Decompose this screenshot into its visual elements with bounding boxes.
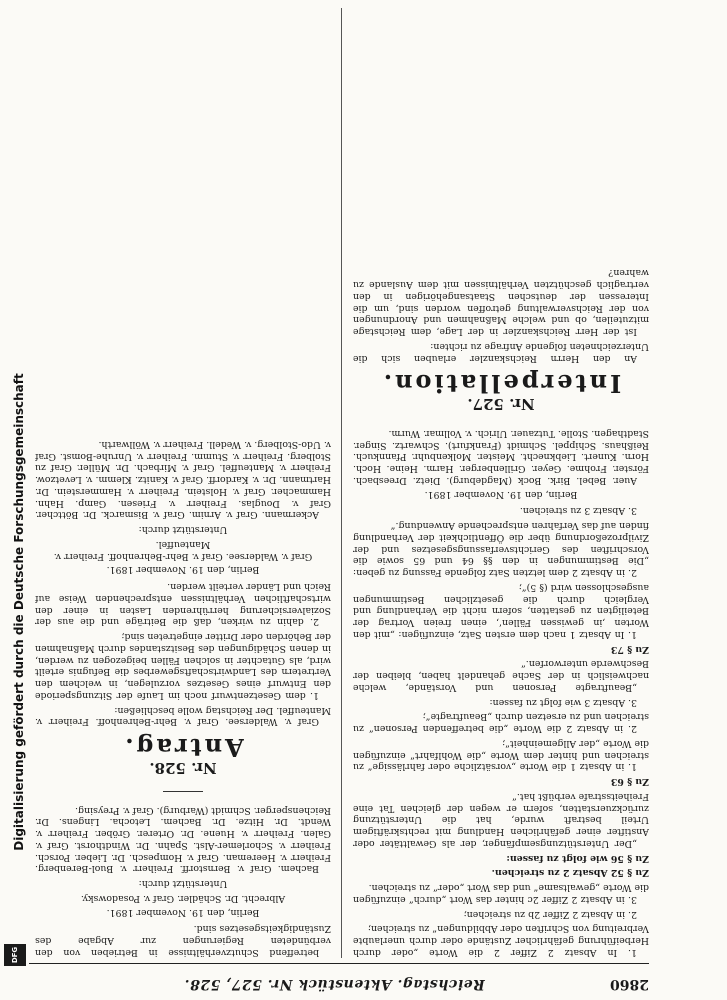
document-number: Nr. 528. — [149, 759, 217, 777]
date-line: Berlin, den 19. November 1891. — [424, 488, 578, 500]
header-rule — [29, 963, 649, 964]
column-divider — [341, 8, 342, 958]
document-number: Nr. 527. — [467, 395, 535, 414]
amendment-paragraph: 2. in Absatz 2 dem letzten Satz folgende Fassung zu geben: „Die Bestimmungen in den §§ 64 und 65 sowie die Vorschriften des Gerichtsverfassungsgesetzes und der Zivilprozeßordnung über die Öffentlichkeit der Verhandlung finden auf das Verfahren entsprechende Anwendung.“ — [353, 520, 649, 579]
digitization-notice-text: Digitalisierung gefördert durch die Deutsche Forschungsgemeinschaft — [12, 373, 26, 851]
date-line: Berlin, den 19. November 1891. — [106, 564, 260, 576]
amendment-paragraph: 1. in Absatz 1 die Worte „vorsätzliche oder fahrlässige“ zu streichen und hinter dem Worte „die Wohlfahrt“ einzufügen die Worte „der Allgemeinheit“; — [353, 738, 649, 773]
support-label: Unterstützt durch: — [138, 524, 228, 536]
antrag-point: 2. dahin zu wirken, daß die Beiträge und die aus der Sozialversicherung herrührenden Lasten in einer den wirtschaftlichen Verhältnissen entsprechenden Weise auf Reich und Länder verteilt werden. — [35, 581, 331, 628]
page-number: 2860 — [610, 976, 649, 992]
signers-line: Graf v. Waldersee. Graf v. Behr-Behrenhoff. Freiherr v. Manteuffel. — [53, 539, 313, 562]
continued-text: betreffend Schutzverhältnisse in Betrieben von den verbündeten Regierungen zur Abgabe des Zuständigkeitsgesetzes sind. — [35, 923, 331, 958]
section-reference: Zu § 73 — [610, 643, 649, 655]
support-names: Ackermann. Graf v. Arnim. Graf v. Bismarck. Dr. Böttcher. Graf v. Douglas. Freiherr v. Friesen. Gamp. Hahn. Hammacher. Graf v. Holstein. Freiherr v. Hammerstein. Dr. Hartmann. Dr. v. Kardorff. Graf v. Kanitz. Klemm. v. Levetzow. Freiherr v. Manteuffel. Graf v. Mirbach. Dr. Müller. Graf zu Stolberg. Freiherr v. Stumm. Freiherr v. Unruhe-Bomst. Graf v. Udo-Stolberg. v. Wedell. Freiherr v. Wöllwarth. — [35, 439, 331, 521]
antrag-point: 1. dem Gesetzentwurf noch im Laufe der Sitzungsperiode den Entwurf eines Gesetzes vorzulegen, in welchem den Vertretern des Landwirtschaftsgewerbes die Befugnis erteilt wird, als Gutachter in solchen Fällen beigezogen zu werden, in denen Schädigungen des Besitzstandes durch Maßnahmen der Behörden oder Dritter eingetreten sind; — [35, 631, 331, 701]
left-column — [353, 8, 649, 958]
amendment-paragraph: 2. in Absatz 2 die Worte „die betreffenden Personen“ zu streichen und zu ersetzen durch „Beauftragte“; — [353, 711, 649, 735]
amendment-paragraph: 2. in Absatz 2 Ziffer 2b zu streichen; — [463, 908, 637, 920]
antrag-authors: Graf v. Waldersee. Graf v. Behr-Behrenhoff. Freiherr v. Manteuffel. Der Reichstag wolle beschließen: — [35, 704, 331, 728]
support-label: Unterstützt durch: — [138, 878, 228, 890]
amendment-paragraph: „Der Unterstützungsempfänger, der als Gewalttäter oder Anstifter einer gefährlichen Handlung mit rechtskräftigem Urteil bestraft wurde, hat die Unterstützung zurückzuerstatten, sofern er wegen der gleichen Tat eine Freiheitsstrafe verbüßt hat.“ — [353, 791, 649, 849]
amendment-paragraph: 3. Absatz 3 zu streichen. — [519, 505, 637, 517]
header-title: Reichstag. Aktenstück Nr. 527, 528. — [184, 976, 485, 992]
amendment-paragraph: „Beauftragte Personen und Vorstände, welche nachweislich in der Sache gehandelt haben, bleiben der Beschwerde unterworfen.“ — [353, 658, 649, 693]
interpellation-intro: An den Herrn Reichskanzler erlauben sich die Unterzeichneten folgende Anfrage zu richten: — [353, 341, 649, 364]
amendment-paragraph: 3. Absatz 3 wie folgt zu fassen: — [489, 696, 637, 708]
section-reference: Zu § 56 wie folgt zu fassen: — [506, 852, 649, 864]
page-header — [29, 966, 649, 992]
date-line: Berlin, den 19. November 1891. — [106, 906, 260, 918]
support-names: Bachem. Graf v. Bernstorff. Freiherr v. Buol-Berenberg. Freiherr v. Heereman. Graf v. Hompesch. Dr. Lieber. Porsch. Freiherr v. Schorlemer-Alst. Spahn. Dr. Windthorst. Graf v. Galen. Freiherr v. Huene. Dr. Orterer. Gröber. Freiherr v. Wendt. Dr. Hitze. Dr. Bachem. Letocha. Lingens. Dr. Reichensperger. Schmidt (Warburg). Graf v. Preysing. — [35, 804, 331, 875]
right-column — [35, 8, 331, 958]
interpellation-question: Ist der Herr Reichskanzler in der Lage, dem Reichstage mitzuteilen, ob und welche Maßnahmen und Anordnungen von der Reichsverwaltung getroffen worden sind, um die Interessen der deutschen Staatsangehörigen in den vertraglich geschützten Verhältnissen mit dem Auslande zu wahren? — [353, 267, 649, 338]
signature-block: Auer. Bebel. Birk. Bock (Magdeburg). Dietz. Dreesbach. Förster. Frohme. Geyer. Grillenberger. Harm. Heine. Hoch. Horn. Kunert. Liebknecht. Meister. Molkenbuhr. Pfannkuch. Reißhaus. Schippel. Schmidt (Frankfurt). Schwartz. Singer. Stadthagen. Stolle. Tutzauer. Ulrich. v. Vollmar. Wurm. — [353, 428, 649, 486]
section-reference: Zu § 63 — [610, 776, 649, 788]
section-reference: Zu § 52 Absatz 2 zu streichen. — [491, 867, 649, 879]
amendment-paragraph: 1. In Absatz 2 Ziffer 2 die Worte „oder durch Herbeiführung gefährlicher Zustände oder durch unerlaubte Verbreitung von Schriften oder Abbildungen“ zu streichen; — [353, 923, 649, 958]
amendment-paragraph: 1. In Absatz 1 nach dem ersten Satz, einzufügen: „mit den Worten ‚in gewissen Fällen‘, einen freien Vortrag der Beteiligten zu gestatten, sofern nicht die Verhandlung und Vergleich durch die gesetzlichen Bestimmungen ausgeschlossen wird (§ 5)“; — [353, 582, 649, 640]
signers-line: Albrecht. Dr. Schädler. Graf v. Posadowsky. — [80, 893, 286, 904]
dfg-logo: DFG — [4, 944, 26, 966]
section-heading: Interpellation. — [380, 369, 622, 399]
amendment-paragraph: 3. in Absatz 2 Ziffer 2c hinter das Wort „durch“ einzufügen die Worte „gewaltsame“ und das Wort „oder“ zu streichen. — [353, 882, 649, 905]
section-heading: Antrag. — [122, 733, 244, 763]
digitization-notice — [4, 0, 34, 1000]
separator — [163, 791, 203, 792]
